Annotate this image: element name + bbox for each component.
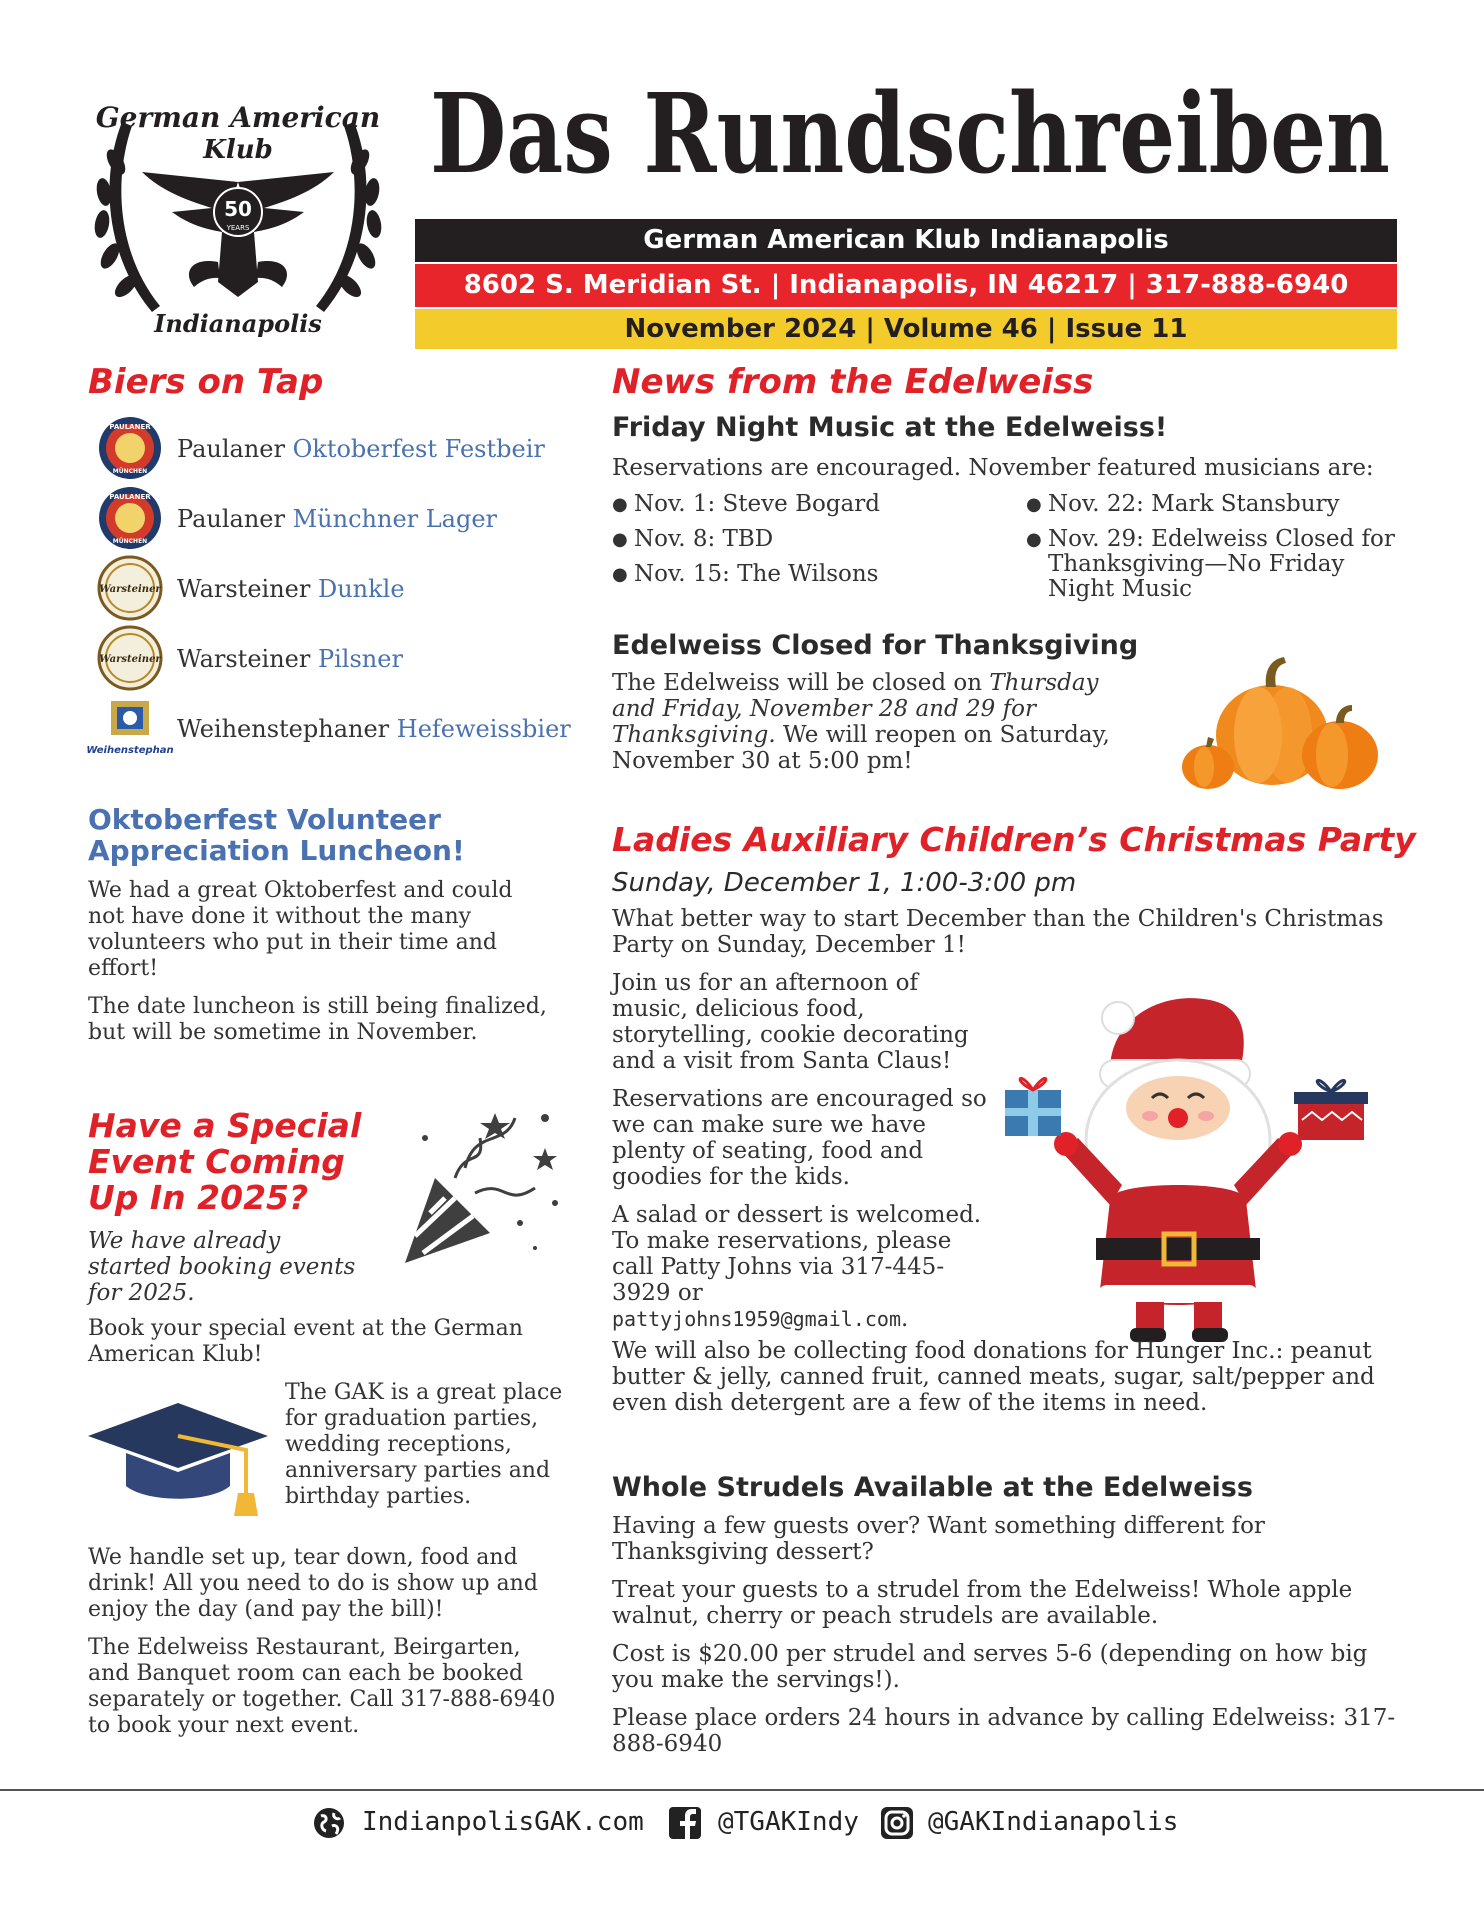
weihenstephan-logo-icon [86,695,174,761]
closed-heading: Edelweiss Closed for Thanksgiving [612,630,1139,661]
christmas-p1: What better way to start December than the Children's Christmas Party on Sunday, December 1! [612,906,1384,958]
special-event-heading: Have a Special Event Coming Up In 2025? [88,1106,362,1217]
facebook-icon [668,1806,702,1840]
biers-heading: Biers on Tap [88,362,324,402]
paulaner-logo-icon [95,485,165,551]
beer-name: Weihenstephaner Hefeweissbier [177,715,571,743]
christmas-paragraph: A salad or dessert is welcomed. To make reservations, please call Patty Johns via 317-445-3929 or pattyjohns1959@gmail.com. [612,1202,982,1332]
edelweiss-heading: News from the Edelweiss [612,362,1094,402]
strudels-body [612,1513,1402,1769]
strudels-paragraph: Having a few guests over? Want something different for Thanksgiving dessert? [612,1513,1265,1565]
instagram-icon [880,1806,914,1840]
club-logo [82,82,394,352]
address-band: 8602 S. Meridian St. | Indianapolis, IN 46217 | 317-888-6940 [415,264,1397,307]
christmas-heading: Ladies Auxiliary Children’s Christmas Party [612,820,1416,859]
beer-name: Warsteiner Pilsner [177,645,403,673]
christmas-paragraph: Reservations are encouraged so we can make sure we have plenty of seating, food and goodies for the kids. [612,1086,987,1190]
logo-text-mid: Klub [203,135,273,165]
christmas-paragraph: Join us for an afternoon of music, delicious food, storytelling, cookie decorating and a visit from Santa Claus! [612,970,969,1074]
weihenstephan-logo-text: Weihenstephan [86,745,174,756]
paulaner-logo-sub: MÜNCHEN [112,468,148,475]
website-link[interactable]: IndianpolisGAK.com [362,1807,644,1837]
warsteiner-logo-icon [95,555,165,621]
strudels-paragraph: Please place orders 24 hours in advance by calling Edelweiss: 317-888-6940 [612,1705,1396,1757]
globe-icon [312,1806,346,1840]
special-event-subtitle: We have already started booking events for 2025. [88,1228,356,1306]
musician-item: ● Nov. 8: TBD [612,527,1012,552]
warsteiner-logo-text: Warsteiner [99,584,161,595]
logo-text-bottom: Indianapolis [154,309,322,338]
strudels-paragraph: Treat your guests to a strudel from the Edelweiss! Whole apple walnut, cherry or peach strudels are available. [612,1577,1353,1629]
closed-paragraph: The Edelweiss will be closed on Thursday and Friday, November 28 and 29 for Thanksgiving. We will reopen on Saturday, November 30 at 5:00 pm! [612,670,1110,774]
beer-item [95,625,565,691]
paulaner-logo-text: PAULANER [109,423,151,431]
musician-item: ● Nov. 22: Mark Stansbury [1026,492,1406,517]
music-heading: Friday Night Music at the Edelweiss! [612,412,1168,443]
beer-name: Warsteiner Dunkle [177,575,405,603]
musician-item: ● Nov. 15: The Wilsons [612,562,1012,587]
graduation-cap-icon [86,1398,271,1518]
beer-item [86,695,571,761]
logo-badge-sub: YEARS [226,224,250,232]
footer [0,1800,1484,1850]
paulaner-logo-icon [95,415,165,481]
special-event-p1: Book your special event at the German American Klub! [88,1316,523,1367]
warsteiner-logo-text: Warsteiner [99,654,161,665]
logo-badge-number: 50 [224,197,252,221]
paulaner-logo-sub: MÜNCHEN [112,538,148,545]
strudels-heading: Whole Strudels Available at the Edelweiss [612,1472,1253,1503]
musician-item: ● Nov. 1: Steve Bogard [612,492,1012,517]
beer-item [95,415,565,481]
special-event-body [88,1545,568,1751]
pumpkins-icon [1180,655,1380,790]
music-intro: Reservations are encouraged. November featured musicians are: [612,455,1374,481]
issue-band: November 2024 | Volume 46 | Issue 11 [415,309,1397,349]
paulaner-logo-text: PAULANER [109,493,151,501]
beer-name: Paulaner Oktoberfest Festbeir [177,435,545,463]
special-event-paragraph: We handle set up, tear down, food and drink! All you need to do is show up and enjoy the day (and pay the bill)! [88,1545,538,1622]
newsletter-title-text: Das Rundschreiben [430,69,1390,198]
beer-name: Paulaner Münchner Lager [177,505,498,533]
musicians-list-right [1026,492,1406,612]
christmas-date: Sunday, December 1, 1:00-3:00 pm [612,868,1077,898]
warsteiner-logo-icon [95,625,165,691]
party-popper-icon [395,1108,570,1268]
email-link[interactable]: pattyjohns1959@gmail.com [612,1307,901,1331]
logo-text-top: German American [95,101,381,134]
beer-item [95,485,565,551]
oktoberfest-heading: Oktoberfest Volunteer Appreciation Luncheon! [88,803,465,867]
special-event-paragraph: The Edelweiss Restaurant, Beirgarten, and Banquet room can each be booked separately or together. Call 317-888-6940 to book your next event. [88,1635,556,1738]
special-event-p2: The GAK is a great place for graduation parties, wedding receptions, anniversary parties and birthday parties. [285,1380,563,1509]
santa-claus-icon [1000,980,1380,1350]
musicians-list-left [612,492,1012,597]
oktoberfest-body [88,878,548,1058]
strudels-paragraph: Cost is $20.00 per strudel and serves 5-6 (depending on how big you make the servings!). [612,1641,1368,1693]
org-name-band: German American Klub Indianapolis [415,219,1397,262]
christmas-body [612,970,992,1344]
footer-divider [0,1789,1484,1791]
musician-item: ● Nov. 29: Edelweiss Closed for Thanksgiving—No Friday Night Music [1026,527,1406,602]
beer-item [95,555,565,621]
oktoberfest-paragraph: The date luncheon is still being finalized, but will be sometime in November. [88,994,547,1045]
christmas-p5: We will also be collecting food donations for Hunger Inc.: peanut butter & jelly, canned fruit, canned meats, sugar, salt/pepper and even dish detergent are a few of the items in need. [612,1338,1375,1416]
oktoberfest-paragraph: We had a great Oktoberfest and could not have done it without the many volunteers who put in their time and effort! [88,878,513,981]
newsletter-title [420,60,1400,210]
instagram-handle[interactable]: @GAKIndianapolis [928,1807,1179,1837]
facebook-handle[interactable]: @TGAKIndy [718,1807,859,1837]
